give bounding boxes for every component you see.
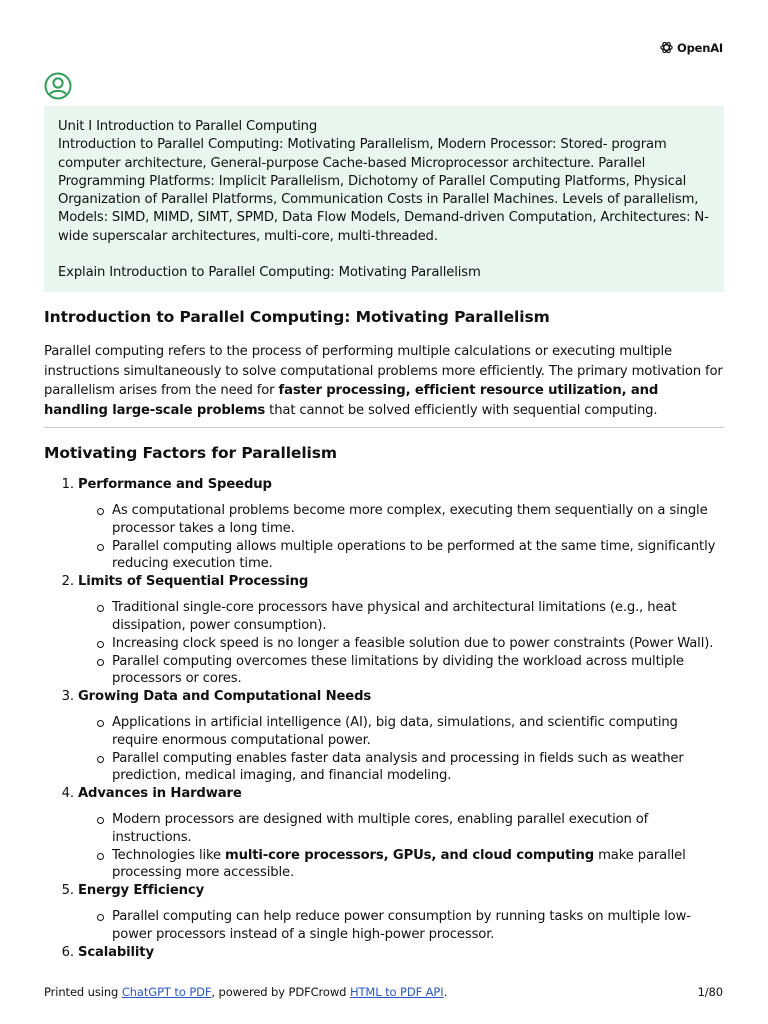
factor-title: Energy Efficiency <box>78 883 205 898</box>
factor-bullet: Applications in artificial intelligence (AI), big data, simulations, and scientific computing require enormous computational power. <box>78 714 724 749</box>
prompt-syllabus: Introduction to Parallel Computing: Motivating Parallelism, Modern Processor: Stored- program computer architecture, General-purpose Cache-based Microprocessor architecture. Parallel Programming Platforms: Implicit Parallelism, Dichotomy of Parallel Computing Platforms, Physical Organization of Parallel Platforms, Communication Costs in Parallel Machines. Levels of parallelism, Models: SIMD, MIMD, SIMT, SPMD, Data Flow Models, Demand-driven Computation, Architectures: N-wide superscalar architectures, multi-core, multi-threaded. <box>58 137 709 244</box>
assistant-response <box>44 306 724 962</box>
factors-list <box>44 476 724 962</box>
chatgpt-to-pdf-link[interactable]: ChatGPT to PDF <box>121 985 212 999</box>
factor-bullet: Traditional single-core processors have physical and architectural limitations (e.g., heat dissipation, power consumption). <box>78 599 724 634</box>
openai-logo <box>659 40 723 55</box>
factor-bullet: Technologies like multi-core processors, GPUs, and cloud computing make parallel processing more accessible. <box>78 847 724 882</box>
user-prompt <box>44 106 724 292</box>
html-to-pdf-api-link[interactable]: HTML to PDF API <box>349 985 444 999</box>
factors-heading: Motivating Factors for Parallelism <box>44 444 337 462</box>
brand-name: OpenAI <box>677 40 723 55</box>
factor-bullet: Modern processors are designed with multiple cores, enabling parallel execution of instructions. <box>78 811 724 846</box>
factor-bullet: Parallel computing allows multiple operations to be performed at the same time, significantly reducing execution time. <box>78 538 724 573</box>
factor-title: Limits of Sequential Processing <box>78 574 309 589</box>
footer-credit: Printed using ChatGPT to PDF, powered by PDFCrowd HTML to PDF API. <box>44 985 448 999</box>
factor-bullet: Parallel computing overcomes these limitations by dividing the workload across multiple processors or cores. <box>78 653 724 688</box>
response-heading: Introduction to Parallel Computing: Motivating Parallelism <box>44 308 550 326</box>
factor-item <box>78 882 724 943</box>
page-footer <box>44 985 723 999</box>
divider <box>44 427 724 428</box>
factor-bullet-bold: multi-core processors, GPUs, and cloud computing <box>225 847 595 863</box>
factor-item <box>78 476 724 573</box>
user-avatar-icon <box>44 72 72 100</box>
factor-bullet: Parallel computing enables faster data analysis and processing in fields such as weather prediction, medical imaging, and financial modeling. <box>78 750 724 785</box>
factor-item <box>78 944 724 962</box>
intro-bold: faster processing, efficient resource utilization, and handling large-scale problems <box>44 383 659 418</box>
openai-icon <box>659 40 674 55</box>
page-number: 1/80 <box>697 985 723 999</box>
factor-title: Advances in Hardware <box>78 786 242 801</box>
prompt-unit-line: Unit I Introduction to Parallel Computing <box>58 119 318 134</box>
prompt-question: Explain Introduction to Parallel Computing: Motivating Parallelism <box>58 265 481 281</box>
factor-bullet: As computational problems become more complex, executing them sequentially on a single processor takes a long time. <box>78 502 724 537</box>
factor-title: Performance and Speedup <box>78 477 272 492</box>
factor-title: Growing Data and Computational Needs <box>78 689 372 704</box>
intro-paragraph: Parallel computing refers to the process of performing multiple calculations or executing multiple instructions simultaneously to solve computational problems more efficiently. The primary motivation for parallelism arises from the need for faster processing, efficient resource utilization, and handling large-scale problems that cannot be solved efficiently with sequential computing. <box>44 344 723 418</box>
factor-bullet: Increasing clock speed is no longer a feasible solution due to power constraints (Power Wall). <box>78 635 724 653</box>
factor-item <box>78 573 724 688</box>
factor-item <box>78 785 724 882</box>
factor-title: Scalability <box>78 944 154 960</box>
factor-bullet: Parallel computing can help reduce power consumption by running tasks on multiple low-power processors instead of a single high-power processor. <box>78 908 724 943</box>
factor-item <box>78 688 724 785</box>
